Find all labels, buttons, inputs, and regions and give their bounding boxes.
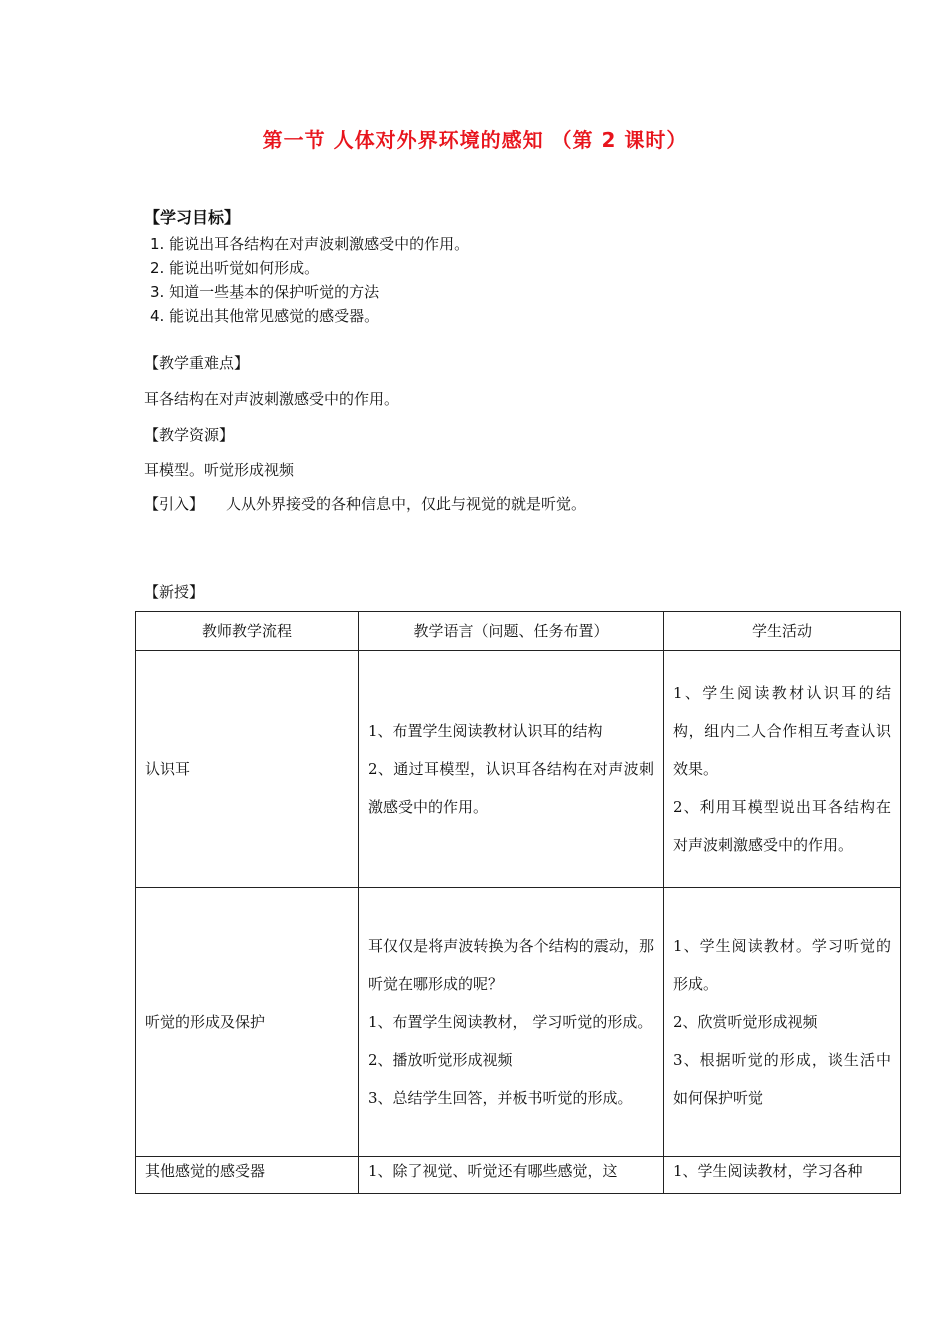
intro-text: 人从外界接受的各种信息中，仅此与视觉的就是听觉。 <box>226 495 587 513</box>
teacher-line: 2、播放听觉形成视频 <box>368 1051 513 1069</box>
teacher-line: 3、总结学生回答，并板书听觉的形成。 <box>368 1089 633 1107</box>
goal-item: 4. 能说出其他常见感觉的感受器。 <box>150 307 380 325</box>
student-line: 1、学生阅读教材，学习各种 <box>673 1162 863 1180</box>
table-header-row <box>136 612 901 651</box>
learning-goals-heading: 【学习目标】 <box>144 208 241 227</box>
student-cell <box>664 651 901 888</box>
table-row <box>136 888 901 1157</box>
table-row <box>136 1157 901 1194</box>
teacher-cell <box>359 1157 664 1194</box>
lesson-table <box>135 611 901 1194</box>
student-line: 2、欣赏听觉形成视频 <box>673 1013 818 1031</box>
stage-cell: 认识耳 <box>136 651 359 888</box>
column-header-teacher-flow: 教师教学流程 <box>136 612 359 651</box>
column-header-student-activity: 学生活动 <box>664 612 901 651</box>
page-title: 第一节 人体对外界环境的感知 （第 2 课时） <box>262 128 688 152</box>
new-lesson-heading: 【新授】 <box>144 583 205 601</box>
goal-item: 1. 能说出耳各结构在对声波刺激感受中的作用。 <box>150 235 470 253</box>
goal-item: 2. 能说出听觉如何形成。 <box>150 259 320 277</box>
student-cell <box>664 888 901 1157</box>
student-line: 1、学生阅读教材认识耳的结构，组内二人合作相互考查认识效果。 <box>673 684 891 778</box>
student-line: 1、学生阅读教材。学习听觉的形成。 <box>673 937 891 993</box>
resources-heading: 【教学资源】 <box>144 426 235 444</box>
teacher-line: 1、布置学生阅读教材认识耳的结构 <box>368 722 603 740</box>
teacher-line: 2、通过耳模型，认识耳各结构在对声波刺激感受中的作用。 <box>368 760 654 816</box>
teacher-cell <box>359 888 664 1157</box>
key-points-text: 耳各结构在对声波刺激感受中的作用。 <box>144 390 400 408</box>
teacher-line: 耳仅仅是将声波转换为各个结构的震动，那听觉在哪形成的呢？ <box>368 937 654 993</box>
student-cell <box>664 1157 901 1194</box>
column-header-teaching-language: 教学语言（问题、任务布置） <box>359 612 664 651</box>
student-line: 2、利用耳模型说出耳各结构在对声波刺激感受中的作用。 <box>673 798 891 854</box>
intro-row <box>144 493 586 514</box>
table-row <box>136 651 901 888</box>
teacher-cell <box>359 651 664 888</box>
stage-cell: 听觉的形成及保护 <box>136 888 359 1157</box>
teacher-line: 1、布置学生阅读教材， 学习听觉的形成。 <box>368 1013 653 1031</box>
teacher-line: 1、除了视觉、听觉还有哪些感觉，这 <box>368 1162 618 1180</box>
intro-heading: 【引入】 <box>144 495 205 513</box>
student-line: 3、根据听觉的形成，谈生活中如何保护听觉 <box>673 1051 891 1107</box>
learning-goals-list <box>150 232 469 328</box>
key-points-heading: 【教学重难点】 <box>144 354 250 372</box>
stage-cell: 其他感觉的感受器 <box>136 1157 359 1194</box>
resources-text: 耳模型。听觉形成视频 <box>144 461 295 479</box>
goal-item: 3. 知道一些基本的保护听觉的方法 <box>150 283 380 301</box>
